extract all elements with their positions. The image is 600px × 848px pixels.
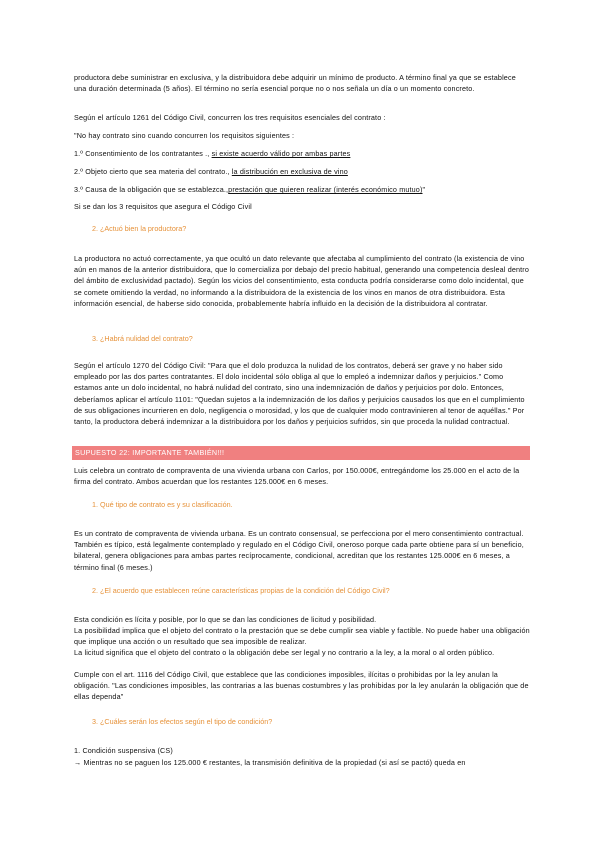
- requirement-3-close: ": [422, 185, 426, 194]
- paragraph-suspensive-detail: → Mientras no se paguen los 125.000 € restantes, la transmisión definitiva de la propiedad (si así se pactó) queda en: [74, 758, 466, 767]
- paragraph-art-1261: Según el artículo 1261 del Código Civil, concurren los tres requisitos esenciales del contrato :: [74, 113, 386, 122]
- requirement-3-label: 3.º Causa de la obligación que se establezca.,: [74, 185, 229, 194]
- question-heading-effects: 3. ¿Cuáles serán los efectos según el tipo de condición?: [92, 717, 273, 726]
- paragraph-productora-answer: La productora no actuó correctamente, ya que ocultó un dato relevante que afectaba al cumplimiento del contrato (la existencia de vino aún en manos de la anterior distribuidora, que lo comercializa por debajo del precio habitual, generando una competencia desleal dentro del ámbito de exclusividad pactado). Según los vicios del consentimiento, esta conducta podría considerarse como dolo incidental, que se comete omitiendo la verdad, no informando a la distribuidora de la existencia de los vinos en manos de otra distribuidora. Esta información esencial, de haberse sido conocida, probablemente habría influido en la decisión de la distribuidora al contratar.: [74, 254, 529, 308]
- requirement-1: [74, 148, 530, 159]
- paragraph-suspensive-condition: 1. Condición suspensiva (CS): [74, 746, 173, 755]
- paragraph-requirements-met: Si se dan los 3 requisitos que asegura el Código Civil: [74, 202, 252, 211]
- paragraph-condition-licit: Esta condición es lícita y posible, por lo que se dan las condiciones de licitud y posibilidad.: [74, 615, 377, 624]
- requirement-1-detail: si existe acuerdo válido por ambas partes: [211, 149, 351, 158]
- question-heading-condition: 2. ¿El acuerdo que establecen reúne características propias de la condición del Código Civil?: [92, 586, 390, 595]
- paragraph-art-1116: Cumple con el art. 1116 del Código Civil, que establece que las condiciones imposibles, ilícitas o prohibidas por la ley anulan la obligación. "Las condiciones imposibles, las contrarias a las buenas costumbres y las prohibidas por la ley anularán la obligación que de ellas dependa": [74, 670, 529, 702]
- paragraph-intro: productora debe suministrar en exclusiva, y la distribuidora debe adquirir un mínimo de producto. A término final ya que se establece una duración determinada (5 años). El término no sería esencial porque no o nos señala un día o un momento concreto.: [74, 73, 516, 94]
- paragraph-possibility: La posibilidad implica que el objeto del contrato o la prestación que se debe cumplir sea viable y factible. No puede haber una obligación que implique una acción o un resultado que sea imposible de realizar.: [74, 626, 530, 647]
- supuesto-banner-text: SUPUESTO 22: IMPORTANTE TAMBIÉN!!!: [75, 448, 225, 457]
- paragraph-requirements-quote: "No hay contrato sino cuando concurren los requisitos siguientes :: [74, 131, 295, 140]
- paragraph-nulidad-answer: Según el artículo 1270 del Código Civil: "Para que el dolo produzca la nulidad de los contratos, deberá ser grave y no haber sido empleado por las dos partes contratantes. El dolo incidental sólo obliga al que lo empleó a indemnizar daños y perjuicios." Como estamos ante un dolo incidental, no habrá nulidad del contrato, sino una indemnización de daños y perjuicios por dolo. Entonces, deberíamos aplicar el artículo 1101: "Quedan sujetos a la indemnización de los daños y perjuicios causados los que en el cumplimiento de sus obligaciones incurrieren en dolo, negligencia o morosidad, y los que de cualquier modo contravinieren al tenor de aquéllas." Por tanto, la productora deberá indemnizar a la distribuidora por los daños y perjuicios sufridos, sin que proceda la nulidad contractual.: [74, 361, 525, 427]
- question-heading-3: 3. ¿Habrá nulidad del contrato?: [92, 334, 193, 343]
- requirement-2: [74, 166, 530, 177]
- requirement-2-detail: la distribución en exclusiva de vino: [231, 167, 348, 176]
- requirement-3: [74, 184, 530, 195]
- paragraph-licitude: La licitud significa que el objeto del contrato o la obligación debe ser legal y no contrario a la ley, a la moral o al orden público.: [74, 648, 495, 657]
- requirement-2-label: 2.º Objeto cierto que sea materia del contrato.,: [74, 167, 230, 176]
- question-heading-1: 1. Qué tipo de contrato es y su clasificación.: [92, 500, 233, 509]
- supuesto-banner: [72, 446, 530, 460]
- question-heading-2: 2. ¿Actuó bien la productora?: [92, 224, 187, 233]
- paragraph-contract-type-answer: Es un contrato de compraventa de vivienda urbana. Es un contrato consensual, se perfecciona por el mero consentimiento contractual. También es típico, está legalmente contemplado y regulado en el Código Civil, oneroso porque cada parte obtiene para sí un beneficio, bilateral, genera obligaciones para ambas partes recíprocamente, condicional, acreditan que los restantes 125.000€ en 6 meses, a término final (6 meses.): [74, 529, 524, 572]
- requirement-3-detail: prestación que quieren realizar (interés económico mutuo): [228, 185, 423, 194]
- requirement-1-label: 1.º Consentimiento de los contratantes .,: [74, 149, 210, 158]
- paragraph-supuesto-statement: Luis celebra un contrato de compraventa de una vivienda urbana con Carlos, por 150.000€, entregándome los 25.000 en el acto de la firma del contrato. Ambos acuerdan que los restantes 125.000€ en 6 meses.: [74, 466, 520, 487]
